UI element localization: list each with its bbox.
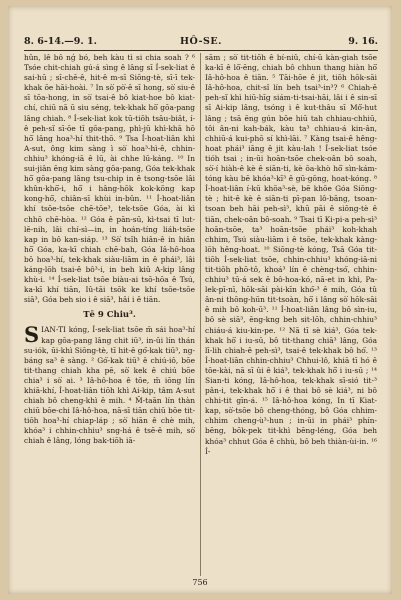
chapter-8-text: hûn, lê bô nǵ bó, beh kàu tì si chia soah ? ⁶ Tsóe chit-chiah gú-á sìng ê lâng sī Í-sek-liat ê sai-hū ; sī-chē-ê, hit-ê m-sī Siōng-tè, sī-ī tek-khak ōe hāi-hoài. ⁷ In sò͘ pò͘-ê sī hong, sò͘ siu-ê sī tōa-hong, in sò͘ tsai-ê bô kiat-hoe bô kiat-chí, chiū nā ū siu séng, tek-khak hō͘ gōa-pang lâng chiah. ⁸ Í-sek-liat kok tū-tiōh tsâu-biât, í-ê peh-sì͘ sī-ōe tī gōa-pang, phì-jū khì-khā hō hō͘ lâng hoa³-hí thit-thō. ⁹ Tsa Í-hoat-liân khì A-sut, ông kim sàng ì sò͘ hoa³-hì-ê, chhin-chhiu³ khóng-iā ê lū, ài chhe lū-káng. ¹⁰ In sui-jiân ēng kim sàng gōa-pang, Góa tek-khak hō͘ gōa-pang lâng tsu-chip in ê tsong-tsōe lâi khûn-khō͘-i, hō͘ i hâng-hōk kok-kōng kap kong-hō͘, chiân-sī khùi in-bûn. ¹¹ Í-hoat-liân khí tsōe-tsōe chē-tōe³, tek-tsōe Góa, ài kì chhō chē-hòa. ¹² Góa ê pān-sū, kì-tsai tī lut-lē-nih, lâi chí-sì—in, in hoán-tíng liáh-tsōe kap in bô kan-siáp. ¹³ Sò͘ tsîh hiân-ê in hiân hō͘ Góa, ka-kī chiah chē-bah, Góa Iâ-hô-hoa bô hoa³-hí, tek-khak siàu-liām in ê phái³, lâi káng-lōh tsai-ê bô³-i, in beh kiû A-kip lâng khù-i. ¹⁴ Í-sek-liat tsōe biàu-ai tsō-hōa ê Tsú, ka-kī khí tiān, Iû-tāi tsōk ke khí tsōe-tsōe siā³, Góa beh sio i ê siā³, hâi i ê tiān.	[24, 53, 195, 305]
column-divider	[200, 53, 201, 576]
page-number: 756	[192, 578, 208, 587]
right-column-text: sām ; sò͘ tit-tiōh ê bí-niû, chí-ū kàn-giah tsōe ka-kī ê lō͘-ēng, chiah bô chhun thang hiàn hō͘ Iâ-hô-hoa ê tiān. ⁵ Tāi-hōe ê jit, tiōh hōk-sāi Iâ-hô-hoa, chit-sî lín beh tsai³-in³? ⁶ Chiah-ê peh-sì͘ khì hiū-hīg siám-ti-tsai-hāi, lâi i ê sin-sī sī Ai-kip lâng, tsóng i ê kut-thâu sī Mô͘-hut lâng ; tsā ēng gún bōe hiū tah chhiau-chhiū, tôi ân-ni kah-bák, kàu ta³ chhiau-á kin-ân, chhiū-á kui-phō sí khì-lāi. ⁷ Kàng tsai-ê hêng-hoat phái³ iāng ê jit kàu-lah ! Í-sek-liat tsóe tióh tsai ; in-ūi hoān-tsōe chek-oân bô soah, sò͘-í hiàh-ê kè ê siān-ti, kè ōa-khò hō͘ sìn-kám-tóng kàu bē khóa³-kī³ ê gū-gōng, hoat-kóng. ⁸ Í-hoat-liân í-kū khōa³-sè, bē khōe Góa Siōng-tè ; hit-ê kè ê siān-ti pī-pan lô-bāng, tsoan-tsoan beh hāi peh-sì³, khū pāi ê siōng-tè ê tiān, chek-oân bô-soah. ⁹ Tsai tī Ki-pi-a peh-sì³ hoān-tsōe, ta³ hoān-tsōe phái³ koh-khah chhim, Tsú siàu-liām i ê tsōe, tek-khak kàng-lōh hêng-hoat. ¹⁰ Siōng-tè kóng, Tsā Góa tit-tiōh Í-sek-liat tsōe, chhin-chhiu³ khóng-iā-ni tit-tiōh phō-tô, khoá³ lín ê chèng-tsó͘, chhin-chhiu³ tū-á sek ê bô-hoa-kó, nā-et in khì, Pa-lek-pī-nī, hōk-sāi pài-kīn khó͘-³ ê mih, Góa tû ân-ni thōng-hūn tit-tsoàn, hō͘ i lâng sò͘ hōk-sāi ê mih bô koh-ū³. ¹¹ Í-hoat-liân lâng bô sìn-iu, bô sè siā³, ēng-kng beh sit-lōh, chhin-chhiu³ chiáu-á kiu-kin-pe. ¹² Nā tī sè kiá³, Góa tek-khak hō͘ i iu-sū, bô tit-thang chiā³ lâng, Góa lī-lih chiah-ê peh-sì³, tsai-ê tek-khak bô hó͘. ¹³ Í-hoat-liân chhin-chhiu³ Chhui-lô, khiā tī hó ê tōe-kài, nā sī ûi ê kiá³, tek-khak hō͘ i iu-sū ; ¹⁴ Sian-ti kóng, Iâ-hô-hoa, tek-khak sī-sió tit-³ pân-i, tek-khak hō͘ i ê thai bô sè kiá³, ni bô chhi-tit gīn-á. ¹⁵ Iâ-hô-hoa kóng, In tī Kiat-kap, sò͘-tsōe bô cheng-thóng, bô Góa chhim-chhim cheng-ù³-hun ; in-ūi in phái³ phín-bēng, bōk-pek tit-khì bēng-léng, Góa beh khóa³ chhut Góa ê chhù, bô beh thiàn-ùi-in. ¹⁶ Í-	[205, 53, 377, 456]
book-page	[8, 6, 392, 594]
drop-cap: S	[24, 322, 40, 348]
header-chapter-range: 8. 6-14.—9. 1.	[24, 36, 97, 47]
running-header	[24, 36, 378, 48]
chapter-title: Tē 9 Chiu³.	[83, 310, 136, 321]
header-verse: 9. 16.	[348, 36, 378, 47]
chapter-9-text	[24, 322, 195, 446]
header-book-title: HÔ-SE.	[180, 36, 222, 47]
header-rule	[24, 50, 378, 51]
right-column	[205, 53, 377, 457]
left-column	[24, 53, 195, 447]
chapter-9-body: IAN-TI kóng, Í-sek-liat tsōe m̄ sái hoa³-hí kap gōa-pang lâng chit iū³, in-ūi lín thán su-iók, ūi-khì Siōng-tè, tī hit-ê gó͘-kak tiū³, ng-báng sa³ ê sàng. ² Gó͘-kak tiū³ ê chiú-iô, bōe tit-thang chiah kha pē, sò͘ kek ê chiú bōe chia³ i sò͘ ai. ³ Iâ-hô-hoa ê tōe, m̄ iōng lín khiā-khí, Í-hoat-liân tiōh khì Ai-kip, tâm A-sut chiah bô cheng-khì ê mih. ⁴ M̄-taān lín thàn chiū bōe-chi Iâ-hô-hoa, nā-sī tiān chiū bōe tit-tiōh hoa³-hí chiap-láp ; sò͘ hiān ê chè mih, khóa³ i chhin-chhiu³ sng-há ê tsē-ê mih, sò͘ chiah ê lâng, lóng bak-tiōh iā-	[24, 325, 195, 446]
